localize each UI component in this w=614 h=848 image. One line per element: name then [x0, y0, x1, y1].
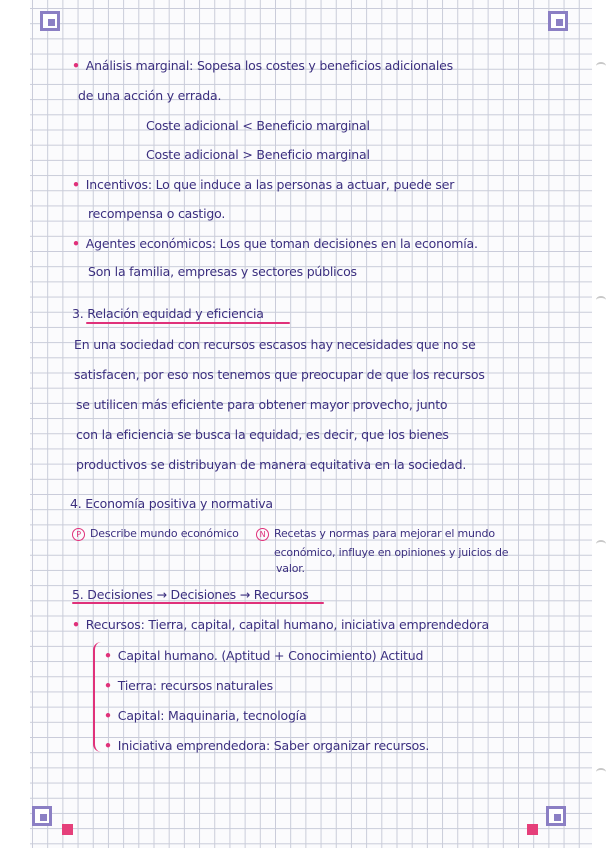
- paragraph-line: productivos se distribuyan de manera equitativa en la sociedad.: [76, 457, 467, 472]
- note-line-inequality-1: Coste adicional < Beneficio marginal: [146, 118, 370, 133]
- section-heading-4: 4. Economía positiva y normativa: [70, 496, 273, 511]
- bullet-icon: •: [72, 58, 80, 73]
- bullet-icon: •: [72, 177, 80, 192]
- page-tick-mark: [596, 62, 606, 70]
- bullet-icon: •: [104, 678, 112, 693]
- bullet-icon: •: [104, 708, 112, 723]
- economia-normativa-line: valor.: [276, 562, 305, 575]
- heading-underline: [72, 602, 324, 604]
- section-heading-5: 5. Decisiones → Decisiones → Recursos: [72, 587, 309, 602]
- positive-circle-icon: P: [72, 528, 85, 541]
- page-right-margin: [592, 0, 614, 848]
- economia-positiva: P Describe mundo económico: [72, 527, 239, 541]
- paragraph-line: En una sociedad con recursos escasos hay necesidades que no se: [74, 337, 476, 352]
- section-heading-3: 3. Relación equidad y eficiencia: [72, 306, 264, 321]
- note-line-analisis-marginal: • Análisis marginal: Sopesa los costes y beneficios adicionales: [72, 58, 453, 73]
- pink-brace: [93, 642, 103, 752]
- paragraph-line: se utilicen más eficiente para obtener mayor provecho, junto: [76, 397, 448, 412]
- note-line-incentivos: • Incentivos: Lo que induce a las personas a actuar, puede ser: [72, 177, 455, 192]
- recurso-item: • Iniciativa emprendedora: Saber organizar recursos.: [104, 738, 430, 753]
- corner-marker-top-left: [40, 11, 60, 31]
- note-line: de una acción y errada.: [78, 88, 222, 103]
- heading-underline: [86, 322, 290, 324]
- pink-square-marker-right: [527, 824, 538, 835]
- economia-normativa-line: económico, influye en opiniones y juicios de: [274, 546, 509, 559]
- pink-square-marker-left: [62, 824, 73, 835]
- recurso-item: • Tierra: recursos naturales: [104, 678, 273, 693]
- note-line: recompensa o castigo.: [88, 206, 226, 221]
- bullet-icon: •: [104, 648, 112, 663]
- corner-marker-top-right: [548, 11, 568, 31]
- recurso-item: • Capital humano. (Aptitud + Conocimiento) Actitud: [104, 648, 424, 663]
- page-tick-mark: [596, 540, 606, 548]
- corner-marker-bottom-right: [546, 806, 566, 826]
- bullet-icon: •: [72, 236, 80, 251]
- bullet-icon: •: [72, 617, 80, 632]
- page-tick-mark: [596, 296, 606, 304]
- bullet-icon: •: [104, 738, 112, 753]
- recursos-line: • Recursos: Tierra, capital, capital humano, iniciativa emprendedora: [72, 617, 489, 632]
- recurso-item: • Capital: Maquinaria, tecnología: [104, 708, 307, 723]
- corner-marker-bottom-left: [32, 806, 52, 826]
- paragraph-line: con la eficiencia se busca la equidad, es decir, que los bienes: [76, 427, 449, 442]
- normative-circle-icon: N: [256, 528, 269, 541]
- paragraph-line: satisfacen, por eso nos tenemos que preocupar de que los recursos: [74, 367, 485, 382]
- page-left-margin: [0, 0, 30, 848]
- note-line-inequality-2: Coste adicional > Beneficio marginal: [146, 147, 370, 162]
- note-line: Son la familia, empresas y sectores públicos: [88, 264, 357, 279]
- page-tick-mark: [596, 768, 606, 776]
- note-line-agentes: • Agentes económicos: Los que toman decisiones en la economía.: [72, 236, 478, 251]
- economia-normativa: N Recetas y normas para mejorar el mundo: [256, 527, 495, 541]
